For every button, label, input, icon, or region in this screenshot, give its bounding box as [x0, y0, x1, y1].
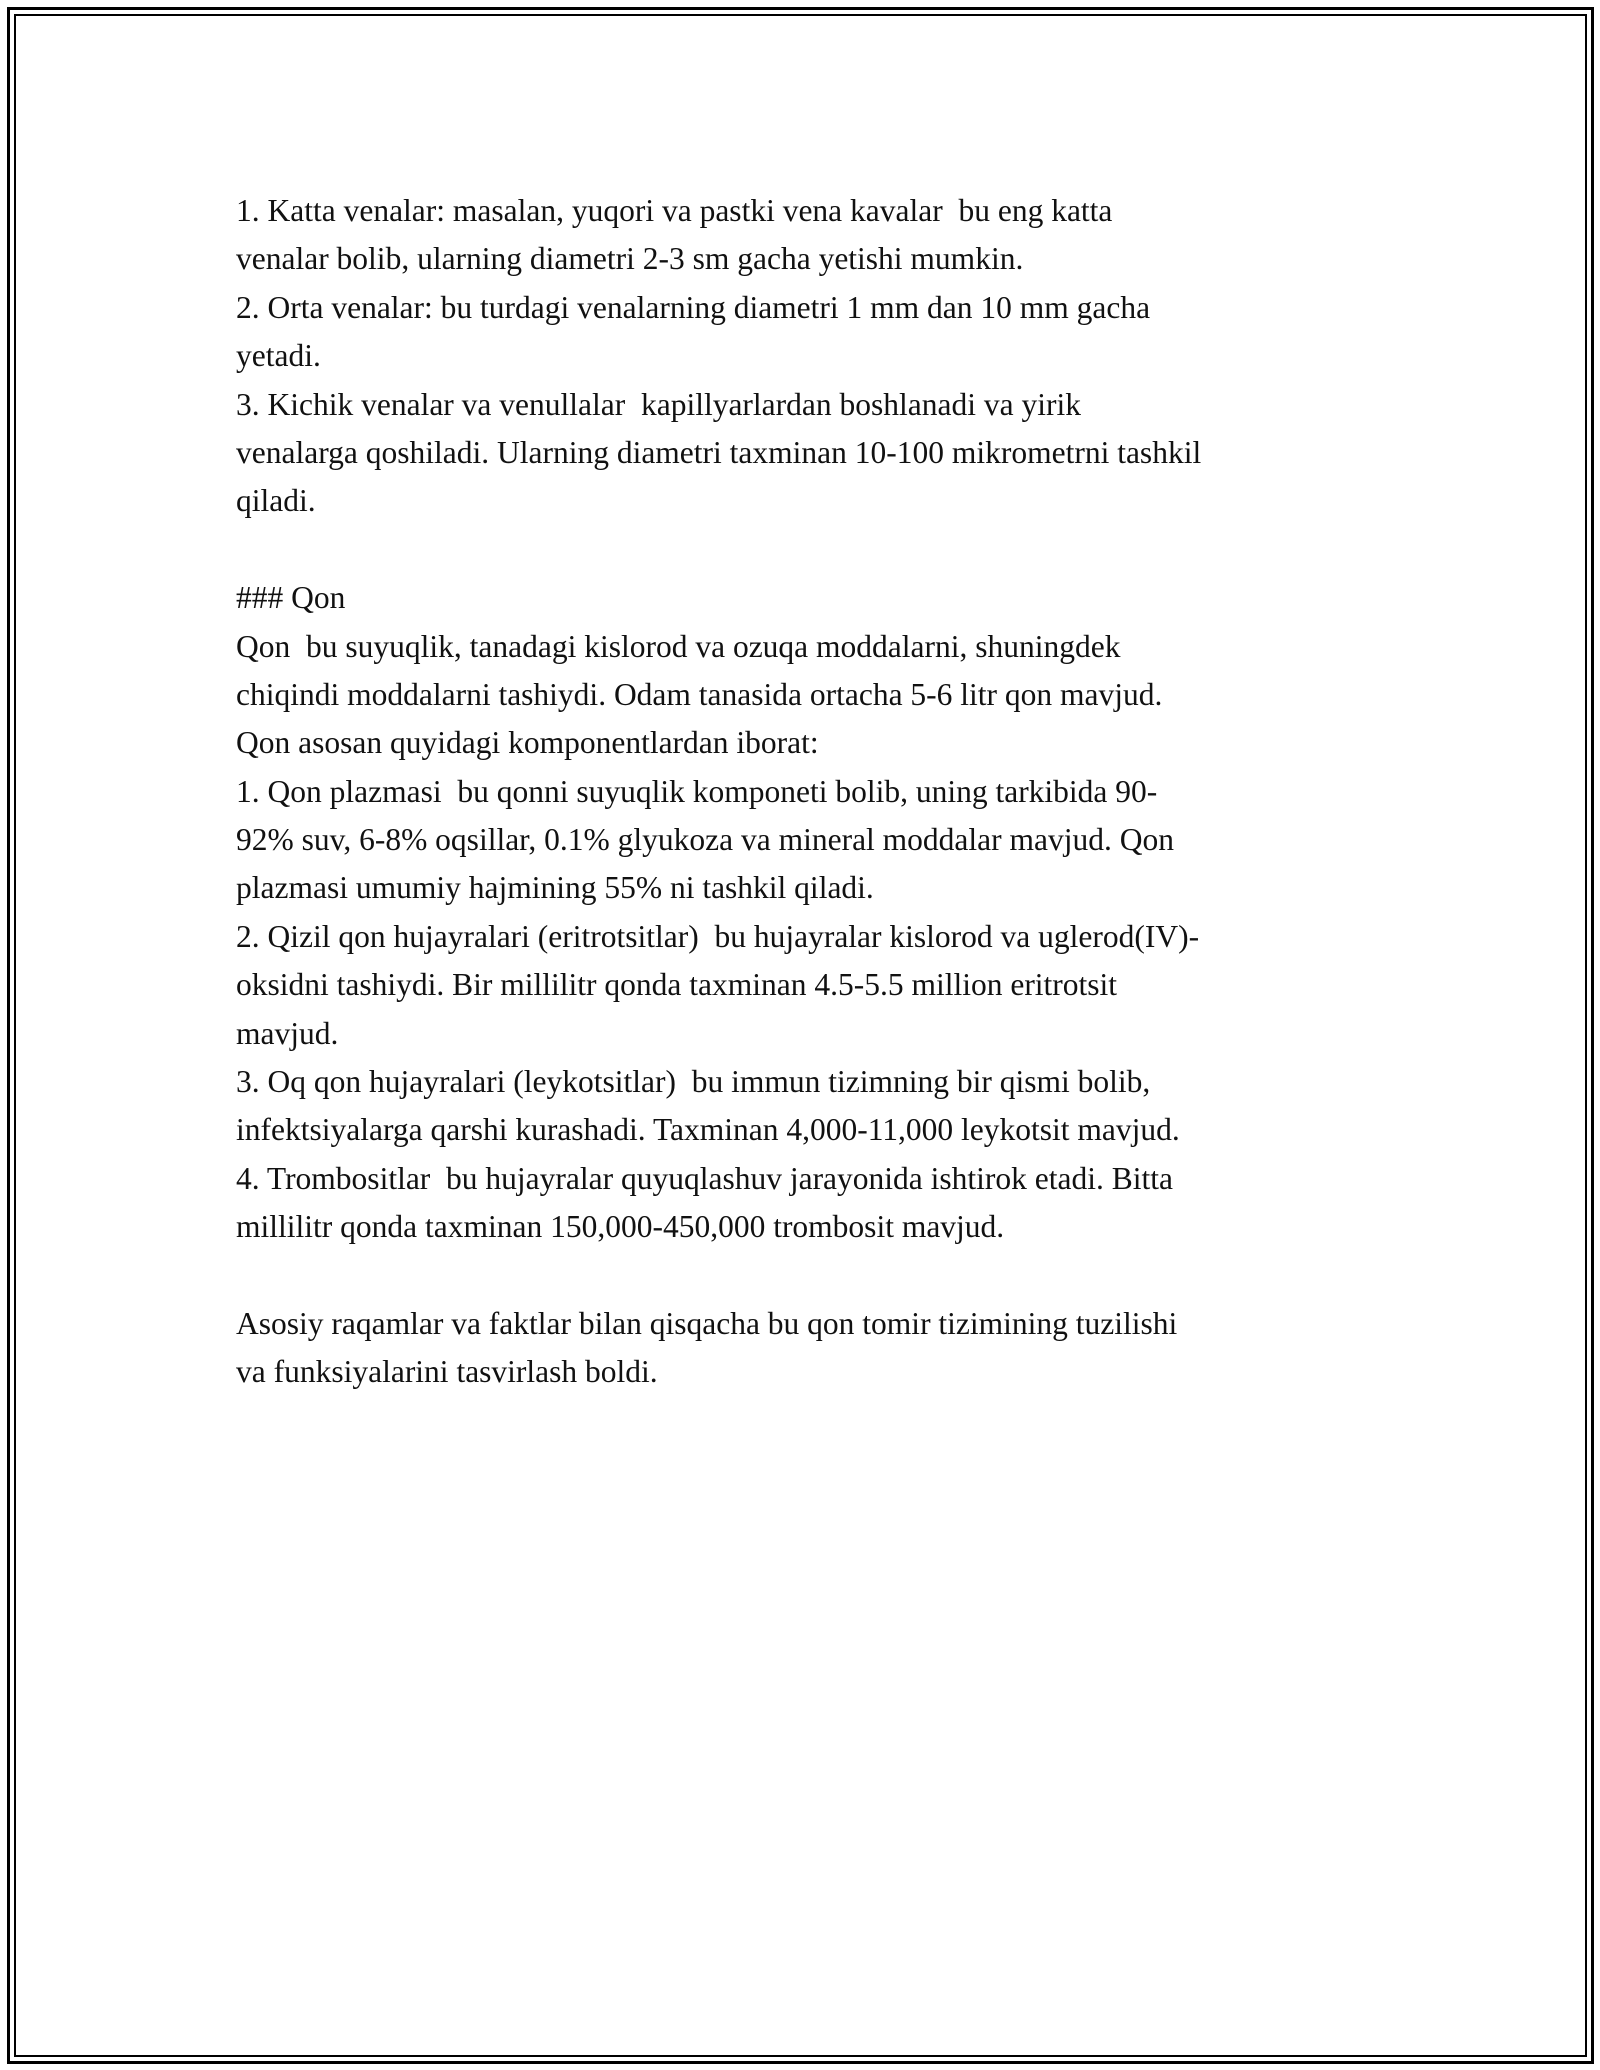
text-line: chiqindi moddalarni tashiydi. Odam tanasida ortacha 5-6 litr qon mavjud.: [236, 676, 1163, 712]
text-line: 3. Kichik venalar va venullalar kapillyarlardan boshlanadi va yirik: [236, 386, 1081, 422]
blood-section: [236, 623, 1396, 1252]
summary-section: [236, 1300, 1396, 1397]
text-line: plazmasi umumiy hajmining 55% ni tashkil qiladi.: [236, 870, 874, 906]
text-line: venalar bolib, ularning diametri 2-3 sm gacha yetishi mumkin.: [236, 241, 1024, 277]
text-line: 4. Trombositlar bu hujayralar quyuqlashuv jarayonida ishtirok etadi. Bitta: [236, 1160, 1173, 1196]
text-line: Qon asosan quyidagi komponentlardan iborat:: [236, 725, 819, 761]
text-line: 92% suv, 6-8% oqsillar, 0.1% glyukoza va mineral moddalar mavjud. Qon: [236, 822, 1174, 858]
text-line: Asosiy raqamlar va faktlar bilan qisqacha bu qon tomir tizimining tuzilishi: [236, 1305, 1178, 1341]
text-line: va funksiyalarini tasvirlash boldi.: [236, 1354, 658, 1390]
text-line: 2. Qizil qon hujayralari (eritrotsitlar) bu hujayralar kislorod va uglerod(IV)-: [236, 918, 1200, 954]
text-line: Qon bu suyuqlik, tanadagi kislorod va ozuqa moddalarni, shuningdek: [236, 628, 1121, 664]
text-line: 1. Qon plazmasi bu qonni suyuqlik komponeti bolib, uning tarkibida 90-: [236, 773, 1158, 809]
text-line: mavjud.: [236, 1015, 339, 1051]
document-body: [236, 187, 1396, 1397]
paragraph-gap: [236, 1252, 1396, 1300]
text-line: yetadi.: [236, 338, 321, 374]
text-line: oksidni tashiydi. Bir millilitr qonda taxminan 4.5-5.5 million eritrotsit: [236, 967, 1118, 1003]
veins-section: [236, 187, 1396, 526]
text-line: 1. Katta venalar: masalan, yuqori va pastki vena kavalar bu eng katta: [236, 193, 1113, 228]
text-line: 2. Orta venalar: bu turdagi venalarning diametri 1 mm dan 10 mm gacha: [236, 289, 1151, 325]
text-line: infektsiyalarga qarshi kurashadi. Taxminan 4,000-11,000 leykotsit mavjud.: [236, 1112, 1180, 1148]
paragraph-gap: [236, 526, 1396, 574]
text-line: venalarga qoshiladi. Ularning diametri taxminan 10-100 mikrometrni tashkil: [236, 434, 1202, 470]
text-line: 3. Oq qon hujayralari (leykotsitlar) bu immun tizimning bir qismi bolib,: [236, 1064, 1151, 1100]
text-line: millilitr qonda taxminan 150,000-450,000 trombosit mavjud.: [236, 1209, 1005, 1245]
text-line: qiladi.: [236, 483, 316, 519]
section-heading: ### Qon: [236, 580, 346, 616]
